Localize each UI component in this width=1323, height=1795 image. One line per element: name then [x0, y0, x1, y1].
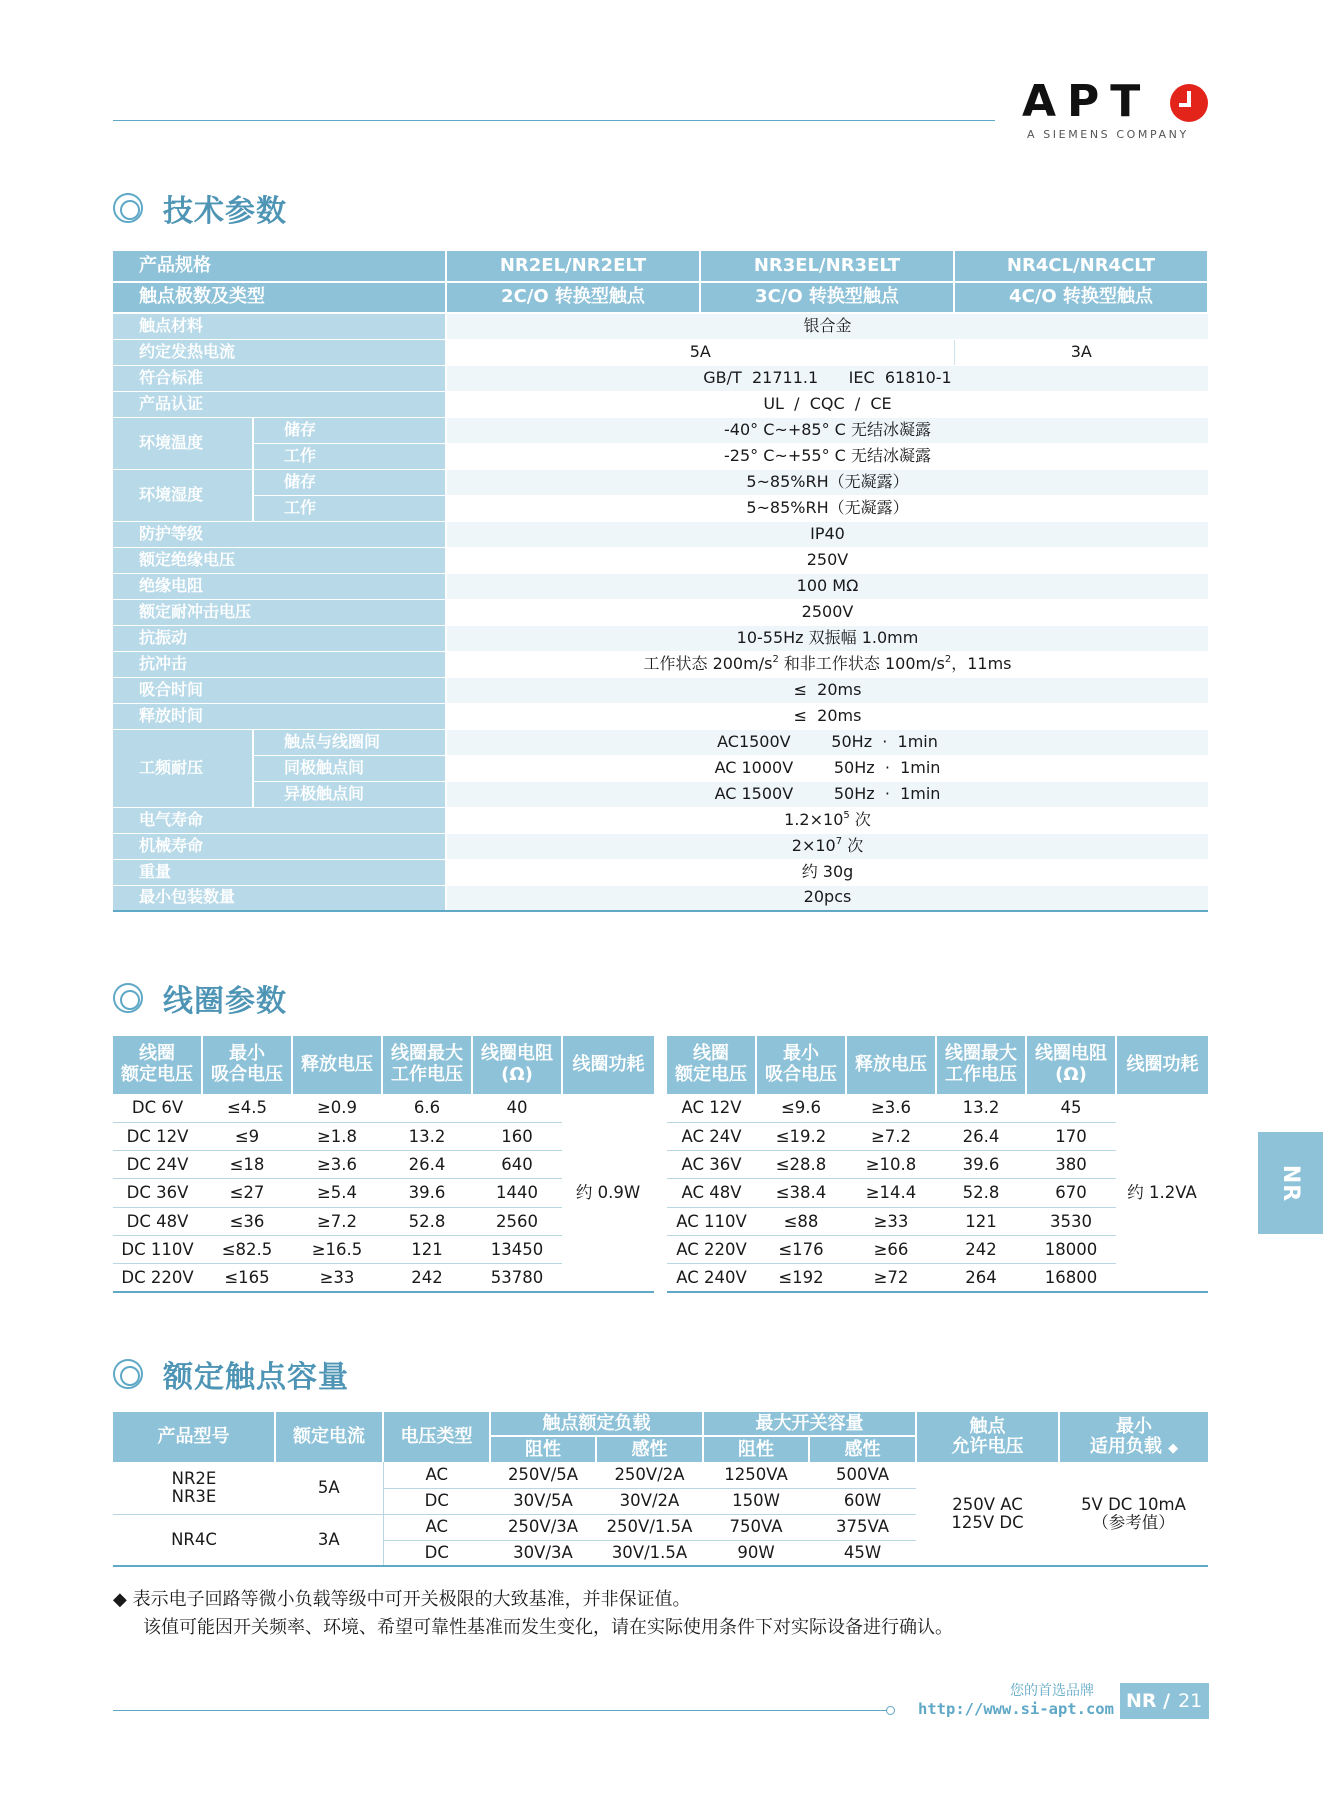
table-cell: ≤27: [202, 1179, 292, 1207]
life-text: 2×10: [791, 836, 836, 856]
table-cell: ≤192: [756, 1264, 846, 1292]
header-cell: 电压类型: [383, 1412, 490, 1462]
table-cell: 242: [936, 1235, 1026, 1263]
table-cell: DC 48V: [113, 1207, 202, 1235]
table-cell: DC 6V: [113, 1094, 202, 1122]
table-cell: 500VA: [809, 1462, 916, 1488]
model-name: NR3E: [171, 1486, 217, 1506]
section-circle-icon: [113, 193, 143, 223]
header-line: 适用负载: [1089, 1436, 1162, 1457]
table-cell: 160: [472, 1122, 562, 1150]
table-cell: 1250VA: [703, 1462, 809, 1488]
section-title: 技术参数: [163, 194, 287, 229]
table-cell: ≥1.8: [292, 1122, 382, 1150]
table-cell: 121: [382, 1235, 472, 1263]
exponent: 7: [835, 836, 843, 848]
coil-ac-table: [667, 1036, 1208, 1293]
header-cell: [113, 1036, 202, 1094]
row-value: AC 1000V 50Hz · 1min: [446, 755, 1208, 781]
header-cell: 线圈功耗: [1116, 1036, 1208, 1094]
row-label: 额定绝缘电压: [113, 547, 446, 573]
row-label: 抗冲击: [113, 651, 446, 677]
row-value: 5A: [446, 339, 954, 365]
row-sublabel: 触点与线圈间: [253, 729, 446, 755]
row-label: 机械寿命: [113, 833, 446, 859]
table-cell: AC 240V: [667, 1264, 756, 1292]
table-cell: ≤18: [202, 1151, 292, 1179]
section-title: 线圈参数: [163, 984, 287, 1019]
header-line: 吸合电压: [765, 1064, 837, 1085]
table-row: [113, 755, 1208, 781]
header-line: 线圈电阻: [1035, 1043, 1107, 1065]
table-cell: ≥10.8: [846, 1151, 936, 1179]
table-row: [113, 313, 1208, 339]
table-row: [113, 573, 1208, 599]
table-cell: ≥3.6: [846, 1094, 936, 1122]
page-number: 21: [1178, 1690, 1203, 1712]
table-row: [113, 625, 1208, 651]
life-text: 次: [842, 836, 864, 856]
header-line: 工作电压: [391, 1064, 463, 1085]
cell-line: 125V DC: [951, 1512, 1024, 1532]
table-cell: AC 48V: [667, 1179, 756, 1207]
row-value: UL / CQC / CE: [446, 391, 1208, 417]
header-cell: [756, 1036, 846, 1094]
header-line: (Ω): [1055, 1064, 1087, 1085]
table-cell: 13450: [472, 1235, 562, 1263]
table-cell: 264: [936, 1264, 1026, 1292]
table-cell: 170: [1026, 1122, 1116, 1150]
row-value: 银合金: [446, 313, 1208, 339]
row-value: [446, 651, 1208, 677]
table-row: [113, 651, 1208, 677]
min-load-cell: [1059, 1462, 1208, 1566]
header-line: 吸合电压: [211, 1064, 283, 1085]
header-cell: 最大开关容量: [703, 1412, 916, 1436]
shock-text: 和非工作状态 100m/s: [778, 654, 945, 674]
table-cell: DC: [383, 1488, 490, 1514]
header-cell: 阻性: [703, 1436, 809, 1462]
row-label: 电气寿命: [113, 807, 446, 833]
table-cell: 26.4: [936, 1122, 1026, 1150]
table-cell: ≥14.4: [846, 1179, 936, 1207]
section-title: 额定触点容量: [163, 1360, 349, 1395]
table-cell: DC 24V: [113, 1151, 202, 1179]
row-value: AC 1500V 50Hz · 1min: [446, 781, 1208, 807]
header-cell: [667, 1036, 756, 1094]
header-cell: 触点额定负载: [490, 1412, 703, 1436]
table-row: [113, 443, 1208, 469]
header-cell: 线圈功耗: [562, 1036, 654, 1094]
table-cell: 60W: [809, 1488, 916, 1514]
table-cell: 26.4: [382, 1151, 472, 1179]
table-row: [113, 1094, 654, 1122]
table-row: [113, 547, 1208, 573]
table-cell: 30V/3A: [490, 1540, 596, 1566]
table-cell: 242: [382, 1264, 472, 1292]
table-row: [113, 365, 1208, 391]
footnote-text: 表示电子回路等微小负载等级中可开关极限的大致基准，并非保证值。: [126, 1589, 691, 1610]
row-value: 5~85%RH（无凝露）: [446, 469, 1208, 495]
exponent: 2: [772, 654, 779, 666]
table-row: [113, 339, 1208, 365]
side-tab-nr: [1258, 1132, 1323, 1234]
table-cell: ≥33: [292, 1264, 382, 1292]
row-value: ≤ 20ms: [446, 703, 1208, 729]
life-text: 1.2×10: [784, 810, 844, 830]
section-coil-header: [113, 976, 287, 1020]
row-value: 10-55Hz 双振幅 1.0mm: [446, 625, 1208, 651]
header-cell: [472, 1036, 562, 1094]
table-row: [113, 391, 1208, 417]
row-value: -25° C~+55° C 无结冰凝露: [446, 443, 1208, 469]
row-sublabel: 储存: [253, 469, 446, 495]
shock-text: ，11ms: [951, 654, 1012, 674]
table-cell: AC 36V: [667, 1151, 756, 1179]
cell-line: 5V DC 10mA: [1081, 1495, 1186, 1515]
header-line: 允许电压: [951, 1436, 1024, 1457]
header-cell: NR3EL/NR3ELT: [700, 251, 954, 282]
tech-params-table: [113, 251, 1209, 912]
section-rating-header: [113, 1352, 349, 1396]
table-cell: ≤28.8: [756, 1151, 846, 1179]
table-cell: DC 12V: [113, 1122, 202, 1150]
table-cell: 40: [472, 1094, 562, 1122]
row-label: 环境湿度: [113, 469, 253, 521]
row-value: 20pcs: [446, 885, 1208, 911]
table-cell: ≤38.4: [756, 1179, 846, 1207]
table-row: [113, 781, 1208, 807]
row-label: 触点材料: [113, 313, 446, 339]
table-cell: ≥7.2: [292, 1207, 382, 1235]
table-cell: 30V/2A: [596, 1488, 703, 1514]
cell-line: 250V AC: [952, 1495, 1023, 1515]
row-label: 符合标准: [113, 365, 446, 391]
section-circle-icon: [113, 983, 143, 1013]
row-value: IP40: [446, 521, 1208, 547]
table-cell: ≥0.9: [292, 1094, 382, 1122]
row-value: 3A: [954, 339, 1208, 365]
table-cell: AC 12V: [667, 1094, 756, 1122]
table-cell: DC 110V: [113, 1235, 202, 1263]
header-cell: NR2EL/NR2ELT: [446, 251, 700, 282]
table-cell: ≥66: [846, 1235, 936, 1263]
min-voltage-cell: [916, 1462, 1059, 1566]
row-value: 100 MΩ: [446, 573, 1208, 599]
table-cell: ≥5.4: [292, 1179, 382, 1207]
table-cell: 250V/5A: [490, 1462, 596, 1488]
row-value: 约 30g: [446, 859, 1208, 885]
table-cell: DC: [383, 1540, 490, 1566]
footer-url-link[interactable]: http://www.si-apt.com: [918, 1700, 1114, 1718]
header-cell: 阻性: [490, 1436, 596, 1462]
coil-power-cell: 约 1.2VA: [1116, 1094, 1208, 1292]
table-cell: 2560: [472, 1207, 562, 1235]
table-cell: 13.2: [936, 1094, 1026, 1122]
header-cell: 3C/O 转换型触点: [700, 282, 954, 313]
table-cell: 6.6: [382, 1094, 472, 1122]
header-cell: 产品型号: [113, 1412, 275, 1462]
logo-clock-icon: [1170, 84, 1208, 122]
contact-rating-table: [113, 1412, 1208, 1567]
table-cell: ≤88: [756, 1207, 846, 1235]
row-label: 最小包装数量: [113, 885, 446, 911]
table-cell: 250V/2A: [596, 1462, 703, 1488]
table-cell: ≤9: [202, 1122, 292, 1150]
logo-subtitle: A SIEMENS COMPANY: [1027, 128, 1189, 141]
table-header-row: [113, 282, 1208, 313]
header-cell: 感性: [596, 1436, 703, 1462]
shock-text: 工作状态 200m/s: [643, 654, 773, 674]
table-cell: 45W: [809, 1540, 916, 1566]
table-cell: ≥16.5: [292, 1235, 382, 1263]
cell-line: （参考值）: [1092, 1512, 1175, 1532]
table-cell: 53780: [472, 1264, 562, 1292]
header-line: 最小: [783, 1043, 819, 1065]
table-cell: ≤19.2: [756, 1122, 846, 1150]
header-cell: [936, 1036, 1026, 1094]
table-header-row: [667, 1036, 1208, 1094]
row-sublabel: 工作: [253, 443, 446, 469]
table-cell: 18000: [1026, 1235, 1116, 1263]
table-cell: ≥33: [846, 1207, 936, 1235]
table-cell: DC 220V: [113, 1264, 202, 1292]
header-line: 工作电压: [945, 1064, 1017, 1085]
row-label: 重量: [113, 859, 446, 885]
row-label: 约定发热电流: [113, 339, 446, 365]
table-row: [113, 417, 1208, 443]
table-row: [113, 1462, 1208, 1488]
header-line: 线圈: [139, 1043, 175, 1065]
row-value: [446, 807, 1208, 833]
footer-dot-icon: [886, 1706, 895, 1715]
header-cell: [1059, 1412, 1208, 1462]
table-cell: AC 220V: [667, 1235, 756, 1263]
table-row: [113, 677, 1208, 703]
table-header-row: [113, 251, 1208, 282]
table-cell: 39.6: [382, 1179, 472, 1207]
table-cell: 30V/5A: [490, 1488, 596, 1514]
header-line: 线圈: [693, 1043, 729, 1065]
row-value: ≤ 20ms: [446, 677, 1208, 703]
table-row: [667, 1094, 1208, 1122]
table-row: [113, 729, 1208, 755]
table-cell: 16800: [1026, 1264, 1116, 1292]
table-cell: 13.2: [382, 1122, 472, 1150]
table-cell: ≤176: [756, 1235, 846, 1263]
table-cell: 150W: [703, 1488, 809, 1514]
header-cell: 感性: [809, 1436, 916, 1462]
header-cell: 释放电压: [292, 1036, 382, 1094]
table-cell: ≥72: [846, 1264, 936, 1292]
row-sublabel: 异极触点间: [253, 781, 446, 807]
model-cell: [113, 1462, 275, 1514]
footer-tagline: 您的首选品牌: [1010, 1683, 1094, 1699]
header-cell: 产品规格: [113, 251, 446, 282]
coil-power-cell: 约 0.9W: [562, 1094, 654, 1292]
table-row: [113, 859, 1208, 885]
apt-logo: [1022, 76, 1212, 141]
footer-section-label: NR /: [1126, 1690, 1171, 1712]
table-row: [113, 599, 1208, 625]
row-label: 环境温度: [113, 417, 253, 469]
header-line: 线圈电阻: [481, 1043, 553, 1065]
table-cell: 90W: [703, 1540, 809, 1566]
logo-wordmark: APT: [1022, 76, 1152, 127]
diamond-mark-icon: ◆: [113, 1589, 127, 1610]
header-cell: 释放电压: [846, 1036, 936, 1094]
row-label: 抗振动: [113, 625, 446, 651]
table-cell: 750VA: [703, 1514, 809, 1540]
table-cell: ≤165: [202, 1264, 292, 1292]
exponent: 5: [843, 810, 850, 822]
header-line: 额定电压: [121, 1064, 193, 1085]
row-sublabel: 储存: [253, 417, 446, 443]
table-cell: 45: [1026, 1094, 1116, 1122]
table-cell: AC: [383, 1514, 490, 1540]
header-cell: [202, 1036, 292, 1094]
row-value: [446, 833, 1208, 859]
diamond-mark-icon: ◆: [1168, 1441, 1179, 1456]
table-cell: 250V/1.5A: [596, 1514, 703, 1540]
header-line: 线圈最大: [945, 1043, 1017, 1065]
table-header-row: [113, 1036, 654, 1094]
table-cell: AC 24V: [667, 1122, 756, 1150]
row-sublabel: 工作: [253, 495, 446, 521]
row-value: 250V: [446, 547, 1208, 573]
table-cell: ≤82.5: [202, 1235, 292, 1263]
table-row: [113, 495, 1208, 521]
table-row: [113, 703, 1208, 729]
table-cell: ≤4.5: [202, 1094, 292, 1122]
table-cell: 30V/1.5A: [596, 1540, 703, 1566]
row-value: 5~85%RH（无凝露）: [446, 495, 1208, 521]
row-label: 释放时间: [113, 703, 446, 729]
table-cell: 121: [936, 1207, 1026, 1235]
side-tab-label: NR: [1277, 1164, 1303, 1202]
table-row: [113, 521, 1208, 547]
header-line: 线圈最大: [391, 1043, 463, 1065]
model-name: NR2E: [171, 1469, 217, 1489]
model-cell: NR4C: [113, 1514, 275, 1566]
table-cell: 250V/3A: [490, 1514, 596, 1540]
table-row: [113, 807, 1208, 833]
footnote-line-1: [113, 1585, 691, 1611]
table-cell: 380: [1026, 1151, 1116, 1179]
header-line: 最小: [1116, 1416, 1152, 1438]
row-label: 吸合时间: [113, 677, 446, 703]
row-label: 产品认证: [113, 391, 446, 417]
life-text: 次: [849, 810, 871, 830]
table-cell: ≥3.6: [292, 1151, 382, 1179]
row-sublabel: 同极触点间: [253, 755, 446, 781]
row-label: 防护等级: [113, 521, 446, 547]
footer-page-box: [1120, 1683, 1209, 1719]
table-cell: ≤9.6: [756, 1094, 846, 1122]
table-cell: AC 110V: [667, 1207, 756, 1235]
header-cell: 触点极数及类型: [113, 282, 446, 313]
section-tech-header: [113, 186, 287, 230]
header-line: 触点: [969, 1416, 1006, 1438]
table-cell: 52.8: [382, 1207, 472, 1235]
table-cell: 1440: [472, 1179, 562, 1207]
row-value: 2500V: [446, 599, 1208, 625]
footer-divider: [113, 1710, 888, 1711]
table-header-row: [113, 1412, 1208, 1436]
header-cell: [1026, 1036, 1116, 1094]
row-label: 额定耐冲击电压: [113, 599, 446, 625]
section-circle-icon: [113, 1359, 143, 1389]
table-cell: ≤36: [202, 1207, 292, 1235]
header-cell: [916, 1412, 1059, 1462]
header-cell: [382, 1036, 472, 1094]
table-cell: 3A: [275, 1514, 383, 1566]
row-value: GB/T 21711.1 IEC 61810-1: [446, 365, 1208, 391]
table-row: [113, 833, 1208, 859]
table-row: [113, 469, 1208, 495]
row-value: -40° C~+85° C 无结冰凝露: [446, 417, 1208, 443]
row-label: 绝缘电阻: [113, 573, 446, 599]
footnote-line-2: 该值可能因开关频率、环境、希望可靠性基准而发生变化，请在实际使用条件下对实际设备进行确认。: [143, 1617, 953, 1638]
table-cell: 640: [472, 1151, 562, 1179]
table-cell: 670: [1026, 1179, 1116, 1207]
header-cell: 额定电流: [275, 1412, 383, 1462]
table-cell: ≥7.2: [846, 1122, 936, 1150]
table-cell: 39.6: [936, 1151, 1026, 1179]
table-cell: DC 36V: [113, 1179, 202, 1207]
table-row: [113, 885, 1208, 911]
header-line: (Ω): [501, 1064, 533, 1085]
header-divider: [113, 120, 995, 121]
header-cell: 2C/O 转换型触点: [446, 282, 700, 313]
table-cell: AC: [383, 1462, 490, 1488]
table-cell: 5A: [275, 1462, 383, 1514]
header-line: 额定电压: [675, 1064, 747, 1085]
table-cell: 52.8: [936, 1179, 1026, 1207]
table-cell: 375VA: [809, 1514, 916, 1540]
table-cell: 3530: [1026, 1207, 1116, 1235]
row-value: AC1500V 50Hz · 1min: [446, 729, 1208, 755]
header-cell: NR4CL/NR4CLT: [954, 251, 1208, 282]
exponent: 2: [944, 654, 952, 666]
row-label: 工频耐压: [113, 729, 253, 807]
header-line: 最小: [229, 1043, 265, 1065]
header-cell: 4C/O 转换型触点: [954, 282, 1208, 313]
coil-dc-table: [113, 1036, 654, 1293]
